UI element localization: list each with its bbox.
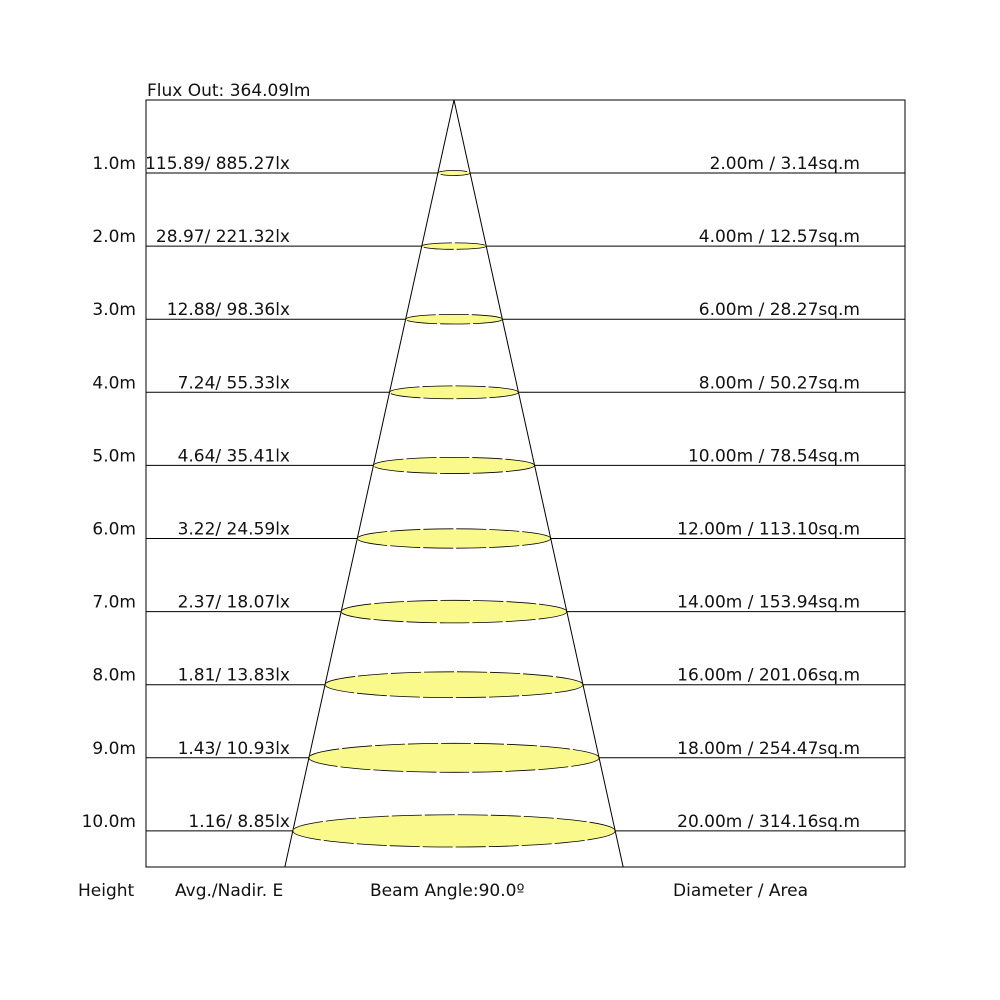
distance-row (92, 593, 905, 623)
illuminance-value: 2.37/ 18.07lx (177, 592, 290, 613)
illuminance-value: 12.88/ 98.36lx (166, 300, 290, 321)
illuminance-value: 1.43/ 10.93lx (177, 738, 290, 759)
height-column-label: Height (78, 881, 135, 901)
height-value: 7.0m (92, 592, 136, 613)
beam-spot-ellipse (373, 457, 534, 473)
illuminance-value: 7.24/ 55.33lx (177, 373, 290, 394)
beam-spot-ellipse (357, 529, 550, 548)
distance-row (92, 446, 905, 473)
distance-row (82, 812, 905, 847)
distance-row (92, 666, 905, 698)
beam-spot-ellipse (293, 815, 615, 847)
distance-row (92, 520, 905, 549)
diameter-area-column-label: Diameter / Area (673, 881, 809, 901)
beam-spot-ellipse (341, 600, 567, 623)
beam-angle-label: Beam Angle:90.0º (370, 881, 525, 901)
height-value: 6.0m (92, 519, 136, 540)
diameter-area-value: 2.00m / 3.14sq.m (709, 154, 860, 174)
height-value: 9.0m (92, 738, 136, 759)
height-value: 2.0m (92, 227, 136, 248)
distance-row (92, 227, 905, 249)
diameter-area-value: 10.00m / 78.54sq.m (687, 446, 860, 467)
distance-row (92, 154, 905, 176)
diameter-area-value: 6.00m / 28.27sq.m (698, 300, 860, 321)
diameter-area-value: 16.00m / 201.06sq.m (677, 665, 860, 686)
height-value: 1.0m (92, 154, 136, 174)
beam-spot-ellipse (438, 171, 470, 176)
beam-spot-ellipse (325, 672, 583, 698)
illuminance-value: 1.81/ 13.83lx (177, 665, 290, 686)
illuminance-column-label: Avg./Nadir. E (175, 881, 284, 901)
beam-spot-ellipse (390, 386, 519, 399)
beam-spot-ellipse (406, 314, 503, 324)
diameter-area-value: 4.00m / 12.57sq.m (698, 227, 860, 248)
distance-row (92, 739, 905, 773)
rows-layer (82, 154, 905, 847)
height-value: 5.0m (92, 446, 136, 467)
height-value: 8.0m (92, 665, 136, 686)
diameter-area-value: 8.00m / 50.27sq.m (698, 373, 860, 394)
diameter-area-value: 14.00m / 153.94sq.m (677, 592, 860, 613)
flux-out-label: Flux Out: 364.09lm (147, 81, 311, 101)
height-value: 3.0m (92, 300, 136, 321)
diameter-area-value: 20.00m / 314.16sq.m (677, 811, 860, 832)
illuminance-value: 115.89/ 885.27lx (145, 154, 290, 174)
diameter-area-value: 12.00m / 113.10sq.m (677, 519, 860, 540)
height-value: 4.0m (92, 373, 136, 394)
distance-row (92, 373, 905, 398)
illuminance-value: 28.97/ 221.32lx (155, 227, 290, 248)
illuminance-value: 1.16/ 8.85lx (188, 811, 290, 832)
beam-spot-ellipse (309, 743, 599, 772)
illuminance-value: 3.22/ 24.59lx (177, 519, 290, 540)
beam-spot-ellipse (422, 243, 486, 249)
diameter-area-value: 18.00m / 254.47sq.m (677, 738, 860, 759)
height-value: 10.0m (81, 811, 136, 832)
illuminance-value: 4.64/ 35.41lx (177, 446, 290, 467)
